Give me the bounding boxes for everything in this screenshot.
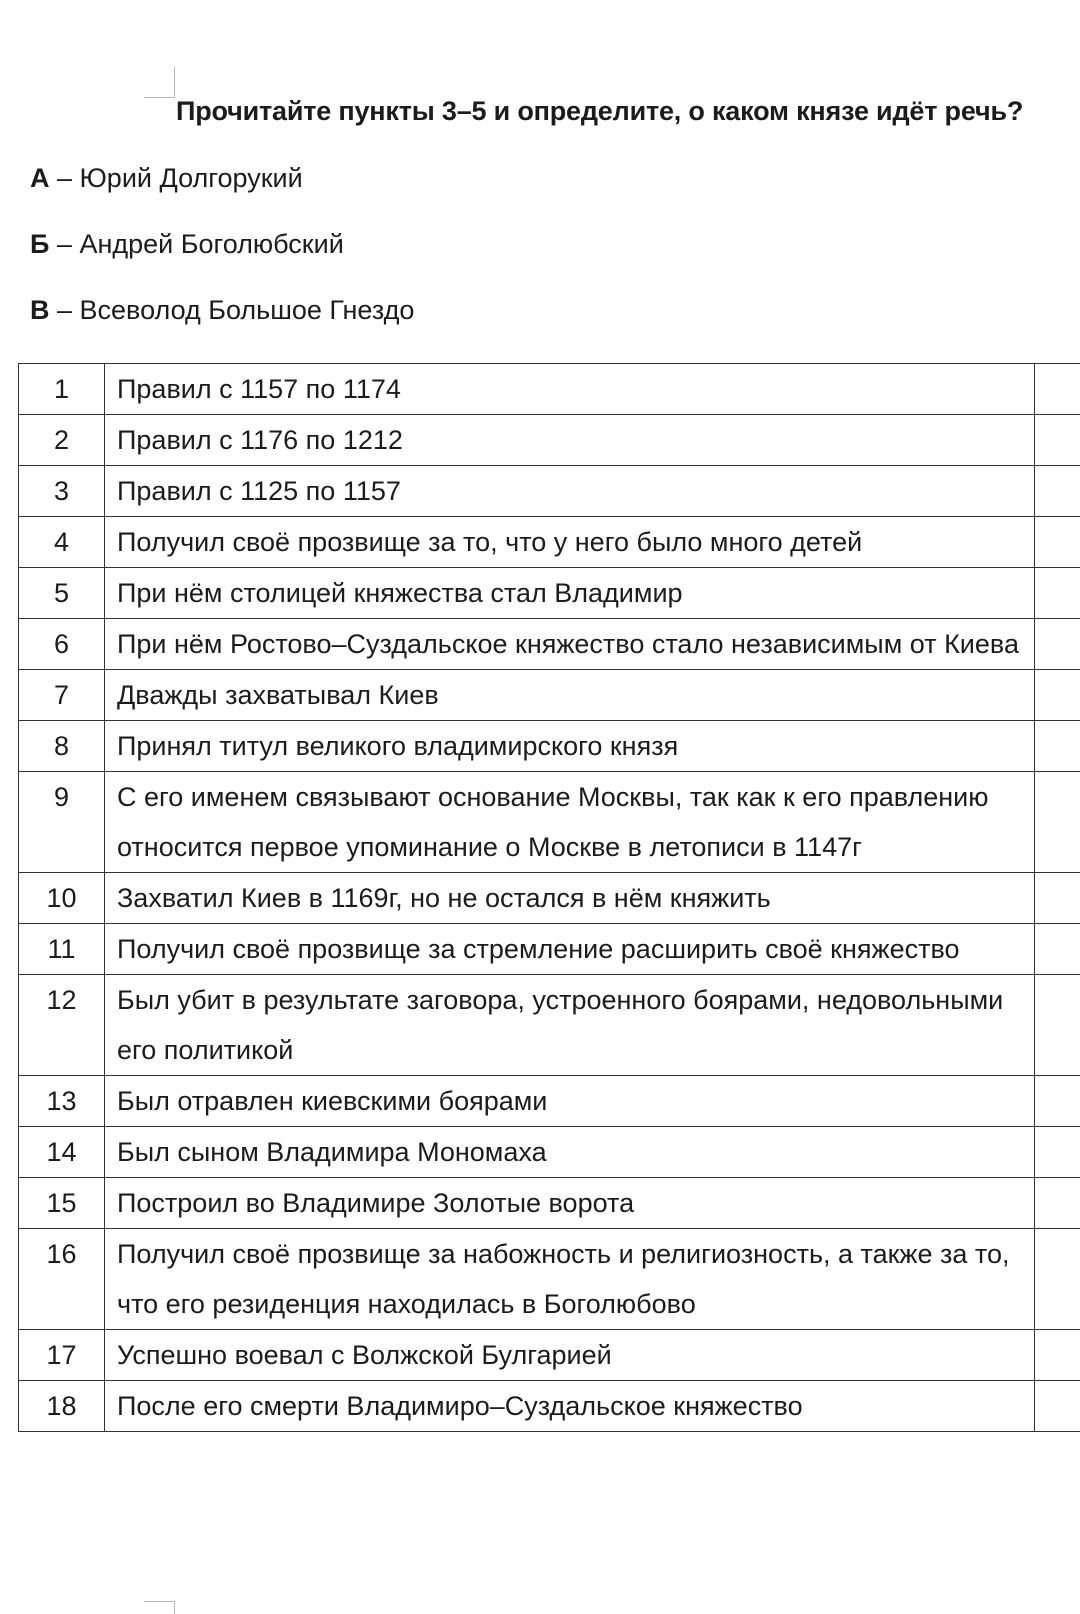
row-number: 1 — [19, 364, 105, 415]
answer-cell[interactable] — [1035, 517, 1080, 568]
row-text: После его смерти Владимиро–Суздальское княжество — [105, 1381, 1035, 1432]
row-number: 2 — [19, 415, 105, 466]
row-text: Успешно воевал с Волжской Булгарией — [105, 1330, 1035, 1381]
option-name: Юрий Долгорукий — [80, 163, 303, 193]
table-row — [19, 1381, 1080, 1432]
row-text: Построил во Владимире Золотые ворота — [105, 1178, 1035, 1229]
row-number: 11 — [19, 924, 105, 975]
option-b — [30, 229, 344, 260]
table-row — [19, 772, 1080, 873]
table-row — [19, 568, 1080, 619]
table-row — [19, 1127, 1080, 1178]
answer-cell[interactable] — [1035, 1076, 1080, 1127]
option-separator: – — [50, 163, 80, 193]
table-row — [19, 1076, 1080, 1127]
answer-cell[interactable] — [1035, 1330, 1080, 1381]
answer-cell[interactable] — [1035, 619, 1080, 670]
table-row — [19, 873, 1080, 924]
row-text: Захватил Киев в 1169г, но не остался в нём княжить — [105, 873, 1035, 924]
row-number: 4 — [19, 517, 105, 568]
option-a — [30, 163, 303, 194]
row-text: При нём Ростово–Суздальское княжество стало независимым от Киева — [105, 619, 1035, 670]
answer-cell[interactable] — [1035, 1381, 1080, 1432]
table-row — [19, 975, 1080, 1076]
table-row — [19, 1229, 1080, 1330]
answer-cell[interactable] — [1035, 1178, 1080, 1229]
table-row — [19, 364, 1080, 415]
page-corner-mark-top — [144, 67, 175, 98]
row-text: Правил с 1125 по 1157 — [105, 466, 1035, 517]
option-name: Андрей Боголюбский — [79, 229, 343, 259]
row-text: Был убит в результате заговора, устроенного боярами, недовольными его политикой — [105, 975, 1035, 1076]
answer-cell[interactable] — [1035, 466, 1080, 517]
option-letter: А — [30, 163, 50, 193]
table-row — [19, 619, 1080, 670]
page-corner-mark-bottom — [144, 1601, 175, 1614]
answer-cell[interactable] — [1035, 721, 1080, 772]
answer-cell[interactable] — [1035, 1229, 1080, 1330]
answer-cell[interactable] — [1035, 975, 1080, 1076]
row-text: При нём столицей княжества стал Владимир — [105, 568, 1035, 619]
table-row — [19, 721, 1080, 772]
table-row — [19, 466, 1080, 517]
row-number: 3 — [19, 466, 105, 517]
page-title: Прочитайте пункты 3–5 и определите, о каком князе идёт речь? — [176, 96, 1023, 127]
row-text: Получил своё прозвище за набожность и религиозность, а также за то, что его резиденция находилась в Боголюбово — [105, 1229, 1035, 1330]
row-number: 18 — [19, 1381, 105, 1432]
table-row — [19, 924, 1080, 975]
option-name: Всеволод Большое Гнездо — [80, 295, 415, 325]
row-number: 12 — [19, 975, 105, 1076]
row-text: Дважды захватывал Киев — [105, 670, 1035, 721]
answer-cell[interactable] — [1035, 873, 1080, 924]
row-text: Принял титул великого владимирского князя — [105, 721, 1035, 772]
table-row — [19, 1330, 1080, 1381]
row-text: Получил своё прозвище за то, что у него было много детей — [105, 517, 1035, 568]
row-number: 17 — [19, 1330, 105, 1381]
facts-table — [18, 363, 1080, 1432]
row-text: Правил с 1157 по 1174 — [105, 364, 1035, 415]
row-number: 8 — [19, 721, 105, 772]
option-letter: Б — [30, 229, 49, 259]
row-number: 5 — [19, 568, 105, 619]
row-number: 9 — [19, 772, 105, 873]
row-number: 6 — [19, 619, 105, 670]
row-text: Правил с 1176 по 1212 — [105, 415, 1035, 466]
table-row — [19, 517, 1080, 568]
answer-cell[interactable] — [1035, 924, 1080, 975]
option-c — [30, 295, 414, 326]
table-row — [19, 670, 1080, 721]
table-row — [19, 1178, 1080, 1229]
row-number: 13 — [19, 1076, 105, 1127]
row-number: 16 — [19, 1229, 105, 1330]
answer-cell[interactable] — [1035, 670, 1080, 721]
row-number: 7 — [19, 670, 105, 721]
answer-cell[interactable] — [1035, 772, 1080, 873]
row-text: С его именем связывают основание Москвы, так как к его правлению относится первое упоминание о Москве в летописи в 1147г — [105, 772, 1035, 873]
row-number: 15 — [19, 1178, 105, 1229]
answer-cell[interactable] — [1035, 568, 1080, 619]
option-separator: – — [49, 229, 79, 259]
row-text: Получил своё прозвище за стремление расширить своё княжество — [105, 924, 1035, 975]
row-text: Был отравлен киевскими боярами — [105, 1076, 1035, 1127]
row-text: Был сыном Владимира Мономаха — [105, 1127, 1035, 1178]
answer-cell[interactable] — [1035, 415, 1080, 466]
table-row — [19, 415, 1080, 466]
answer-cell[interactable] — [1035, 364, 1080, 415]
row-number: 10 — [19, 873, 105, 924]
option-separator: – — [50, 295, 80, 325]
row-number: 14 — [19, 1127, 105, 1178]
answer-cell[interactable] — [1035, 1127, 1080, 1178]
option-letter: В — [30, 295, 50, 325]
